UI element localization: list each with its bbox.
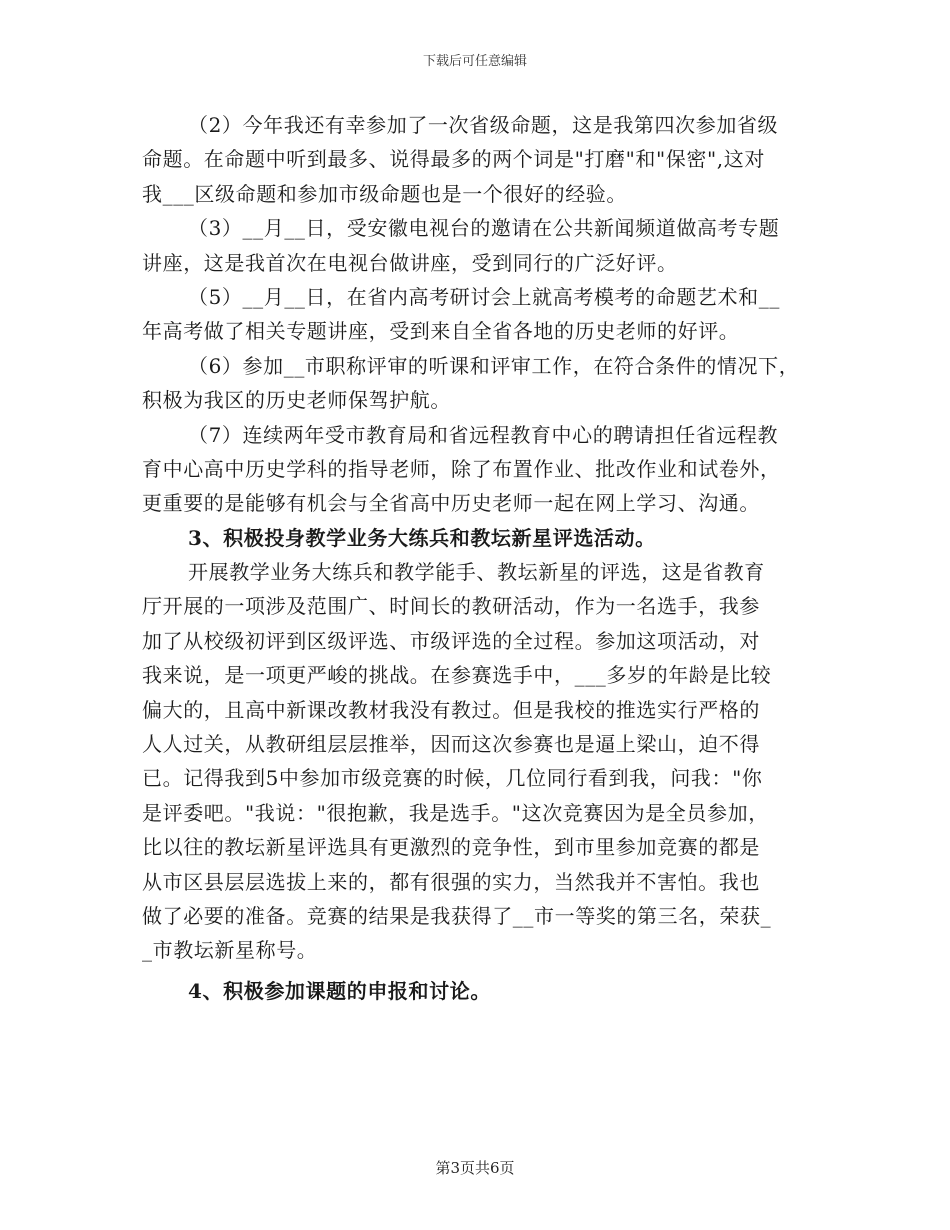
paragraph-line: 我___区级命题和参加市级命题也是一个很好的经验。 — [142, 181, 627, 206]
document-body — [142, 108, 810, 1008]
paragraph-line: 人人过关，从教研组层层推举，因而这次参赛也是逼上梁山，迫不得 — [142, 732, 760, 757]
paragraph-line: 积极为我区的历史老师保驾护航。 — [142, 388, 451, 413]
paragraph-line: 比以往的教坛新星评选具有更激烈的竞争性，到市里参加竞赛的都是 — [142, 835, 760, 860]
section-heading: 3、积极投身教学业务大练兵和教坛新星评选活动。 — [188, 525, 656, 550]
paragraph-line: 育中心高中历史学科的指导老师，除了布置作业、批改作业和试卷外， — [142, 456, 781, 481]
paragraph-line: 是评委吧。"我说："很抱歉，我是选手。"这次竞赛因为是全员参加， — [142, 800, 769, 825]
paragraph-line: （6）参加__市职称评审的听课和评审工作，在符合条件的情况下， — [188, 353, 800, 378]
paragraph-line: （7）连续两年受市教育局和省远程教育中心的聘请担任省远程教 — [188, 422, 779, 447]
paragraph-line: 我来说，是一项更严峻的挑战。在参赛选手中，___多岁的年龄是比较 — [142, 663, 772, 688]
paragraph-line: 更重要的是能够有机会与全省高中历史老师一起在网上学习、沟通。 — [142, 491, 760, 516]
paragraph-line: 加了从校级初评到区级评选、市级评选的全过程。参加这项活动，对 — [142, 628, 760, 653]
paragraph-line: 命题。在命题中听到最多、说得最多的两个词是"打磨"和"保密",这对 — [142, 147, 765, 172]
paragraph-line: （5）__月__日，在省内高考研讨会上就高考模考的命题艺术和__ — [188, 284, 780, 309]
paragraph-line: 讲座，这是我首次在电视台做讲座，受到同行的广泛好评。 — [142, 250, 678, 275]
paragraph-line: （2）今年我还有幸参加了一次省级命题，这是我第四次参加省级 — [188, 113, 779, 137]
paragraph-line: 年高考做了相关专题讲座，受到来自全省各地的历史老师的好评。 — [142, 319, 740, 344]
paragraph-line: （3）__月__日，受安徽电视台的邀请在公共新闻频道做高考专题 — [188, 216, 780, 241]
paragraph-line: 厅开展的一项涉及范围广、时间长的教研活动，作为一名选手，我参 — [142, 594, 760, 619]
paragraph-line: 开展教学业务大练兵和教学能手、教坛新星的评选，这是省教育 — [188, 560, 765, 585]
page-header: 下载后可任意编辑 — [422, 54, 527, 69]
paragraph-line: _市教坛新星称号。 — [142, 938, 318, 963]
paragraph-line: 已。记得我到5中参加市级竞赛的时候，几位同行看到我，问我："你 — [142, 766, 763, 791]
paragraph-line: 偏大的，且高中新课改教材我没有教过。但是我校的推选实行严格的 — [142, 697, 760, 722]
paragraph-line: 做了必要的准备。竞赛的结果是我获得了__市一等奖的第三名，荣获_ — [142, 903, 772, 928]
section-heading: 4、积极参加课题的申报和讨论。 — [188, 978, 491, 1003]
page-footer: 第3页共6页 — [435, 1159, 515, 1177]
paragraph-line: 从市区县层层选拔上来的，都有很强的实力，当然我并不害怕。我也 — [142, 869, 760, 894]
